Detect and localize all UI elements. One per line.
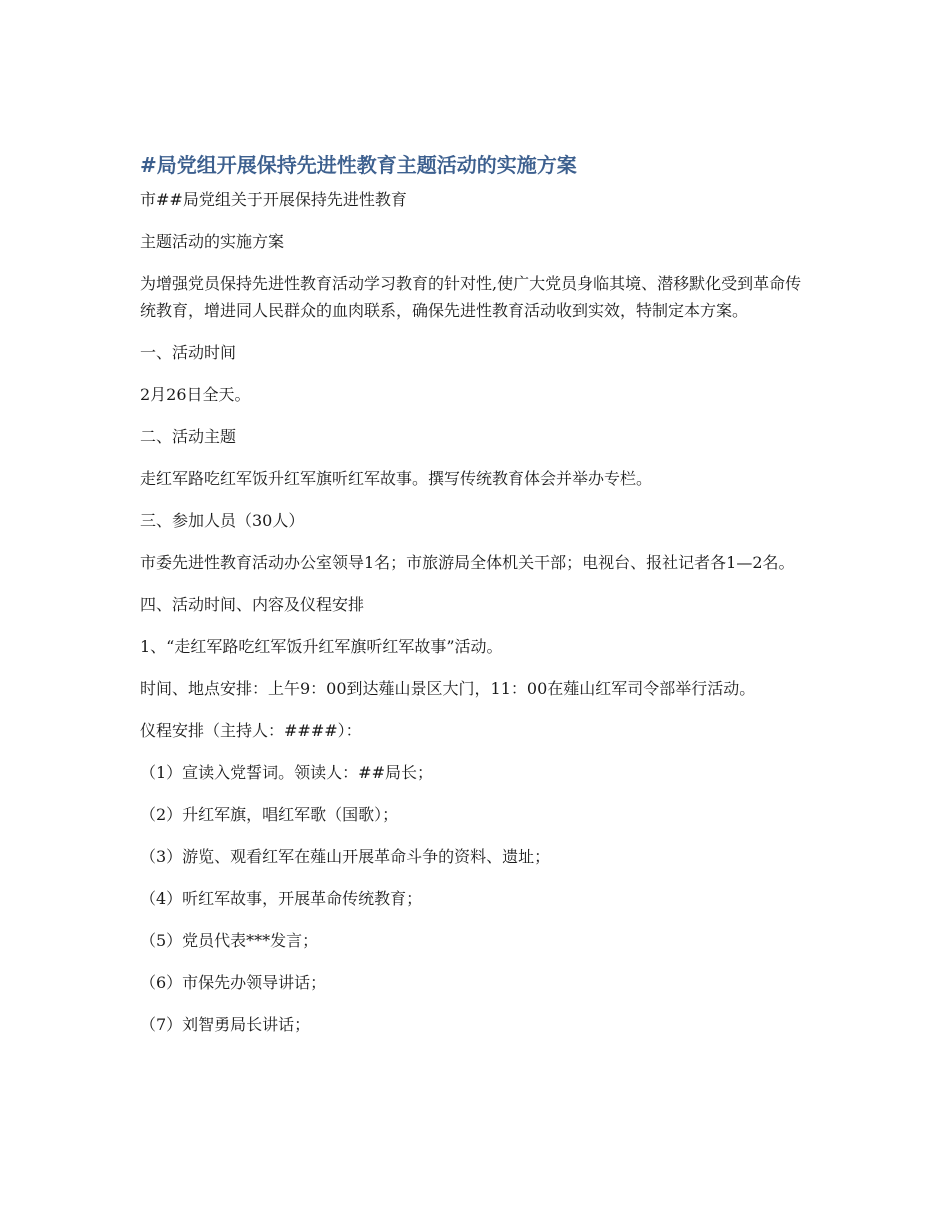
paragraph-date: 2月26日全天。 — [140, 385, 251, 404]
section-heading-participants: 三、参加人员（30人） — [140, 511, 305, 530]
list-item: （2）升红军旗，唱红军歌（国歌）； — [140, 805, 399, 824]
list-item: （4）听红军故事，开展革命传统教育； — [140, 889, 423, 908]
paragraph-participants: 市委先进性教育活动办公室领导1名；市旅游局全体机关干部；电视台、报社记者各1—2名。 — [140, 553, 795, 572]
section-heading-theme: 二、活动主题 — [140, 427, 237, 446]
section-heading-schedule: 四、活动时间、内容及仪程安排 — [140, 595, 365, 614]
paragraph-time-location: 时间、地点安排：上午9：00到达薤山景区大门，11：00在薤山红军司令部举行活动。 — [140, 679, 756, 698]
paragraph-subtitle-line-1: 市##局党组关于开展保持先进性教育 — [140, 190, 407, 209]
list-item: （7）刘智勇局长讲话； — [140, 1015, 311, 1034]
document-title: #局党组开展保持先进性教育主题活动的实施方案 — [140, 153, 577, 177]
paragraph-intro: 为增强党员保持先进性教育活动学习教育的针对性,使广大党员身临其境、潜移默化受到革命传统教育，增进同人民群众的血肉联系，确保先进性教育活动收到实效，特制定本方案。 — [140, 274, 802, 320]
list-item: （5）党员代表***发言； — [140, 931, 319, 950]
list-item: （6）市保先办领导讲话； — [140, 973, 327, 992]
section-heading-time: 一、活动时间 — [140, 343, 237, 362]
paragraph-activity: 1、“走红军路吃红军饭升红军旗听红军故事”活动。 — [140, 637, 503, 656]
list-item: （3）游览、观看红军在薤山开展革命斗争的资料、遗址； — [140, 847, 551, 866]
list-item: （1）宣读入党誓词。领读人：##局长； — [140, 763, 433, 782]
document-body — [140, 150, 810, 1053]
paragraph-theme: 走红军路吃红军饭升红军旗听红军故事。撰写传统教育体会并举办专栏。 — [140, 469, 653, 488]
paragraph-ceremony: 仪程安排（主持人：####）： — [140, 721, 362, 740]
paragraph-subtitle-line-2: 主题活动的实施方案 — [140, 232, 285, 251]
